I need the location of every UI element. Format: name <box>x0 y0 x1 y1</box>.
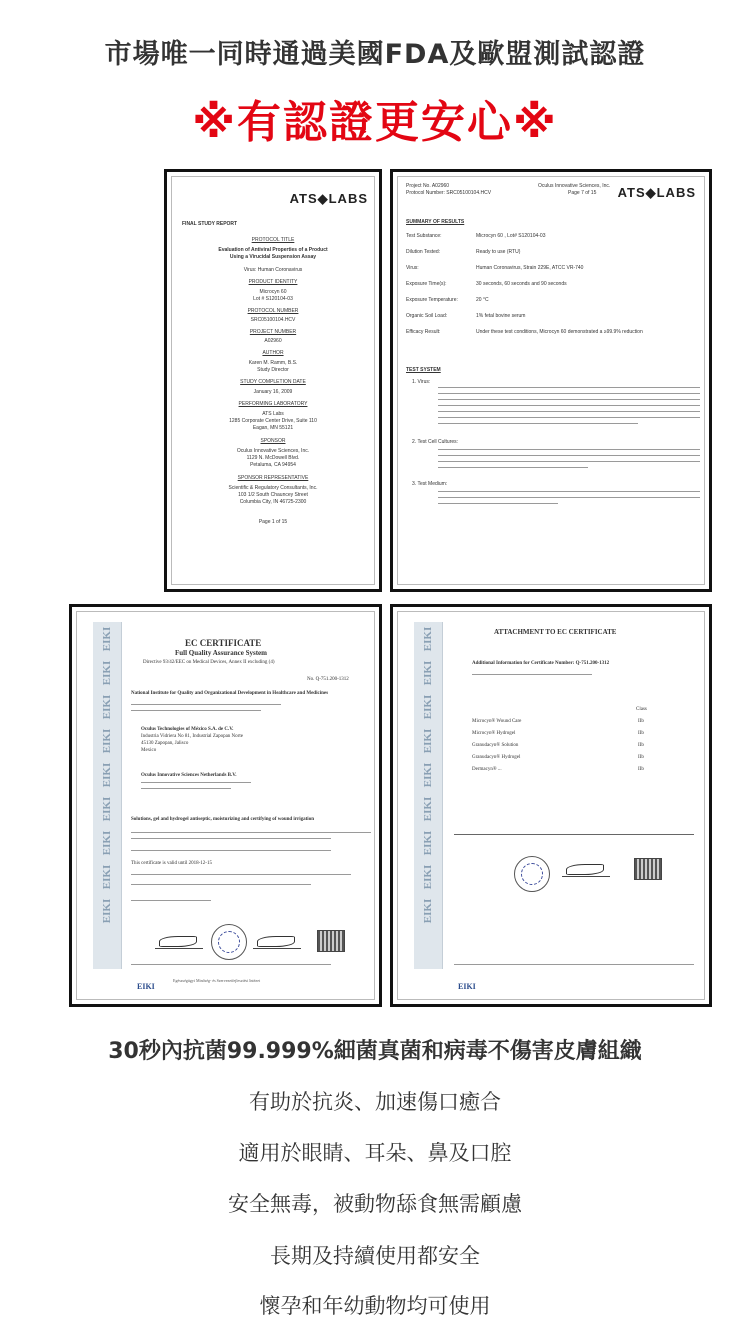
summary-row-value: Human Coronavirus, Strain 229E, ATCC VR-740 <box>476 265 584 271</box>
ec-cert-country: Mexico <box>141 748 157 753</box>
report-title: FINAL STUDY REPORT <box>182 221 238 227</box>
claim-pregnant-young: 懷孕和年幼動物均可使用 <box>259 1294 491 1318</box>
author-role: Study Director <box>257 367 289 373</box>
test-system-label: TEST SYSTEM <box>406 367 441 373</box>
signature-right <box>253 934 301 949</box>
ats-labs-logo: ATS◆LABS <box>289 191 368 206</box>
product-name: Dermacyn® ... <box>472 767 502 772</box>
author-label: AUTHOR <box>262 350 284 356</box>
signature-left <box>155 934 203 949</box>
sponsor-rep-label: SPONSOR REPRESENTATIVE <box>237 475 309 481</box>
product-identity-label: PRODUCT IDENTITY <box>248 279 298 285</box>
sponsor-line-2: 1129 N. McDowell Blvd. <box>246 455 300 461</box>
product-name: Microcyn® Hydrogel <box>472 731 516 736</box>
rep-line-2: 103 1/2 South Chauncey Street <box>238 492 308 498</box>
product-lot: Lot # S120104-03 <box>253 296 293 302</box>
eiki-sidebar: EIKI EIKI EIKI EIKI EIKI EIKI EIKI EIKI EIKI <box>93 622 122 969</box>
ec-cert-rep: Oculus Innovative Sciences Netherlands B.V. <box>141 773 237 778</box>
eiki-footer-logo: EIKI <box>458 982 476 991</box>
hologram-sticker <box>634 858 662 880</box>
summary-row-value: 30 seconds, 60 seconds and 90 seconds <box>476 281 567 287</box>
attachment-info: Additional Information for Certificate Number: Q-751.200-1312 <box>472 661 610 666</box>
summary-row-key: Efficacy Result: <box>406 329 441 335</box>
summary-row-key: Organic Soil Load: <box>406 313 448 319</box>
lab-line-1: ATS Labs <box>262 411 284 417</box>
attachment-title: ATTACHMENT TO EC CERTIFICATE <box>494 628 617 636</box>
test-item-cells: 2. Test Cell Cultures: <box>412 439 459 445</box>
test-item-virus: 1. Virus: <box>412 379 431 385</box>
summary-row-value: Ready to use (RTU) <box>476 249 521 255</box>
page-number: Page 1 of 15 <box>258 519 288 525</box>
summary-header-left: Project No. A02960 <box>406 183 450 189</box>
summary-header-right: Oculus Innovative Sciences, Inc. <box>538 183 611 189</box>
summary-row-value: 1% fetal bovine serum <box>476 313 526 319</box>
summary-row-key: Test Substance: <box>406 233 442 239</box>
protocol-number: SRC05100104.HCV <box>250 317 296 323</box>
ec-certificate-image <box>69 604 382 1007</box>
ec-cert-company: Oculus Technologies of México S.A. de C.V. <box>141 727 234 732</box>
ec-cert-city: 45130 Zapopan, Jalisco <box>141 741 189 746</box>
protocol-number-label: PROTOCOL NUMBER <box>247 308 299 314</box>
product-identity: Microcyn 60 <box>259 289 287 295</box>
test-item-medium: 3. Test Medium: <box>412 481 448 487</box>
product-name: Granudacyn® Solution <box>472 743 519 748</box>
project-number: A02960 <box>264 338 282 344</box>
lab-line-2: 1285 Corporate Center Drive, Suite 110 <box>229 418 317 424</box>
sponsor-line-1: Oculus Innovative Sciences, Inc. <box>236 448 310 454</box>
summary-row-value: Under these test conditions, Microcyn 60 demonstrated a ≥99.9% reduction <box>476 329 643 335</box>
claim-antibacterial: 30秒內抗菌99.999%細菌真菌和病毒不傷害皮膚組織 <box>108 1039 642 1064</box>
product-name: Granudacyn® Hydrogel <box>472 755 521 760</box>
hologram-sticker <box>317 930 345 952</box>
sponsor-line-3: Petaluma, CA 94954 <box>250 462 296 468</box>
headline-certification: 市場唯一同時通過美國FDA及歐盟測試認證 <box>104 39 646 70</box>
ec-cert-title: EC CERTIFICATE <box>185 638 262 648</box>
summary-row-key: Virus: <box>406 265 419 271</box>
claim-anti-inflammatory: 有助於抗炎、加速傷口癒合 <box>249 1090 501 1114</box>
claim-safe-nontoxic: 安全無毒，被動物舔食無需顧慮 <box>228 1192 522 1216</box>
completion-date: January 16, 2009 <box>253 389 293 395</box>
lab-line-3: Eagan, MN 55121 <box>252 425 294 431</box>
summary-row-value: Microcyn 60 , Lot# S120104-03 <box>476 233 546 239</box>
eiki-sidebar: EIKI EIKI EIKI EIKI EIKI EIKI EIKI EIKI EIKI <box>414 622 443 969</box>
eiki-footer-logo: EIKI <box>137 982 155 991</box>
lab-label: PERFORMING LABORATORY <box>238 401 308 407</box>
protocol-title-2: Using a Virucidal Suspension Assay <box>229 254 317 260</box>
rep-line-3: Columbia City, IN 46725-2300 <box>239 499 307 505</box>
product-class: IIb <box>638 731 644 736</box>
summary-label: SUMMARY OF RESULTS <box>406 219 465 225</box>
summary-row-key: Exposure Temperature: <box>406 297 458 303</box>
claim-eyes-ears-nose-mouth: 適用於眼睛、耳朵、鼻及口腔 <box>238 1141 512 1165</box>
virus-line: Virus: Human Coronavirus <box>243 267 303 273</box>
product-class: IIb <box>638 743 644 748</box>
completion-label: STUDY COMPLETION DATE <box>240 379 306 385</box>
ec-cert-products: Solutions, gel and hydrogel antiseptic, moisturizing and certifying of wound irrigation <box>131 817 314 822</box>
ec-cert-directive: Directive 93/42/EEC on Medical Devices, Annex II excluding (4) <box>143 660 275 665</box>
ec-attachment-image <box>390 604 712 1007</box>
protocol-title: Evaluation of Antiviral Properties of a Product <box>218 247 328 253</box>
ec-cert-number: No. Q-751.200-1312 <box>307 677 349 682</box>
eiki-footer-text: Egészségügyi Minőség- és Szervezetfejlesztési Intézet <box>173 978 261 983</box>
summary-row-value: 20 °C <box>476 297 489 303</box>
official-seal <box>211 924 247 960</box>
product-class: IIb <box>638 719 644 724</box>
product-class: IIb <box>638 767 644 772</box>
claim-long-term-safe: 長期及持續使用都安全 <box>270 1244 480 1268</box>
product-name: Microcyn® Wound Care <box>472 719 522 724</box>
author: Karen M. Ramm, B.S. <box>248 360 298 366</box>
summary-header-left-2: Protocol Number: SRC05100104.HCV <box>406 190 492 196</box>
summary-header-right-2: Page 7 of 15 <box>568 190 597 196</box>
sponsor-label: SPONSOR <box>260 438 286 444</box>
ec-cert-validity: This certificate is valid until 2018-12-15 <box>131 861 212 866</box>
headline-assurance: ※有認證更安心※ <box>192 97 558 148</box>
ats-final-report-image <box>164 169 382 592</box>
ec-cert-address: Industria Vidriera No 81, Industrial Zapopan Norte <box>141 734 243 739</box>
ec-cert-subtitle: Full Quality Assurance System <box>175 649 267 657</box>
ec-cert-issuer: National Institute for Quality and Organizational Development in Healthcare and Medicines <box>131 691 329 696</box>
signature <box>562 862 610 877</box>
rep-line-1: Scientific & Regulatory Consultants, Inc. <box>228 485 318 491</box>
class-header: Class <box>636 707 647 712</box>
summary-row-key: Dilution Tested: <box>406 249 441 255</box>
summary-row-key: Exposure Time(s): <box>406 281 447 287</box>
ats-summary-image <box>390 169 712 592</box>
ats-labs-logo: ATS◆LABS <box>617 185 696 200</box>
project-number-label: PROJECT NUMBER <box>249 329 297 335</box>
official-seal <box>514 856 550 892</box>
protocol-title-label: PROTOCOL TITLE <box>251 237 295 243</box>
product-class: IIb <box>638 755 644 760</box>
